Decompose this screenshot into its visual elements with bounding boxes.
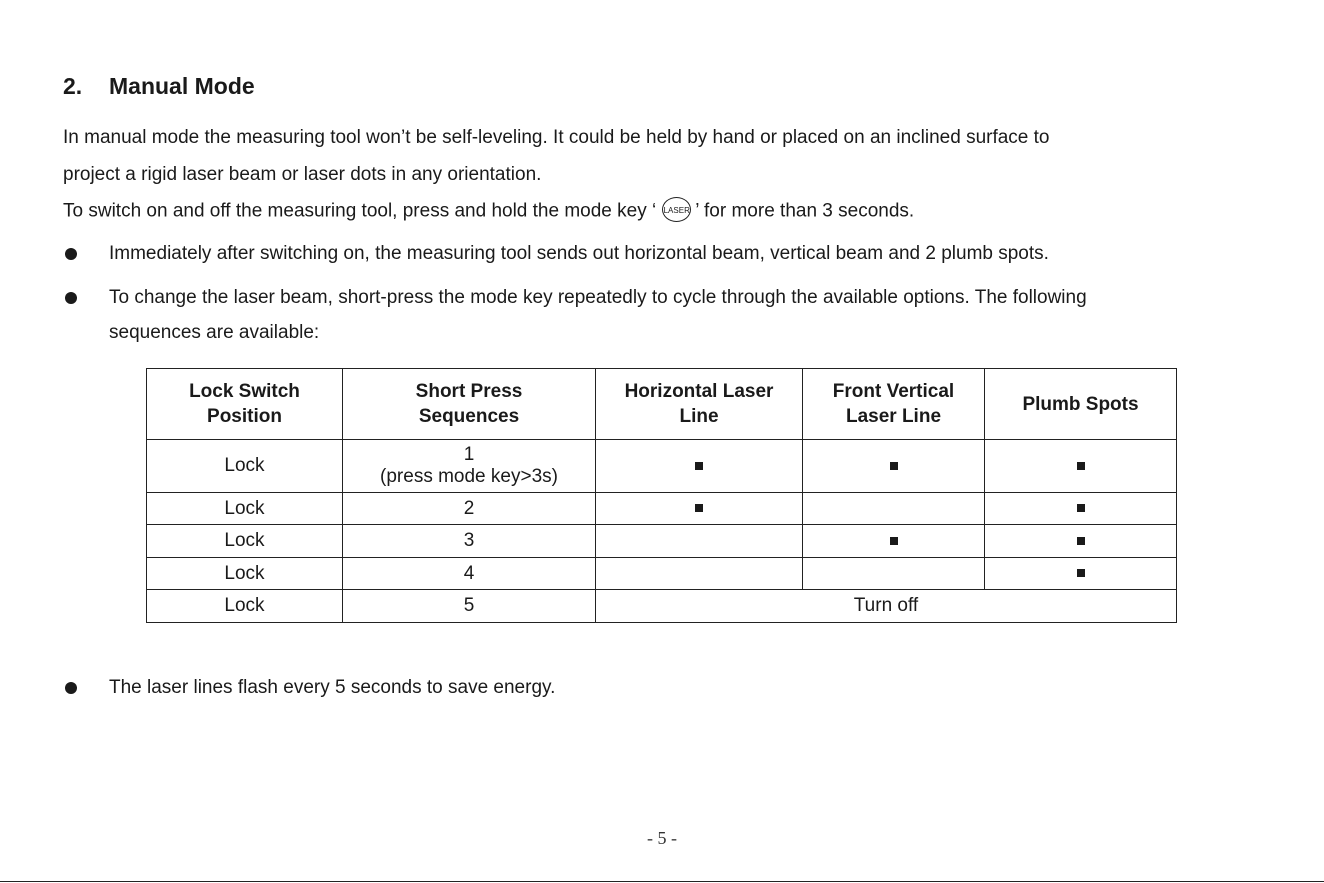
horizontal-cell	[596, 525, 803, 558]
filled-square-icon	[1077, 462, 1085, 470]
sequence-cell: 4	[343, 558, 596, 590]
filled-square-icon	[1077, 504, 1085, 512]
bullet-text: To change the laser beam, short-press the mode key repeatedly to cycle through the available options. The following	[109, 287, 1087, 308]
header-front-vertical-laser-line: Front Vertical Laser Line	[803, 369, 985, 440]
laser-key-icon: LASER	[662, 197, 691, 222]
table-row	[147, 493, 1177, 525]
header-plumb-spots: Plumb Spots	[985, 369, 1177, 440]
mode-sequence-table	[146, 368, 1177, 623]
horizontal-cell	[596, 493, 803, 525]
table-row	[147, 440, 1177, 493]
filled-square-icon	[695, 504, 703, 512]
switch-instruction-prefix: To switch on and off the measuring tool, press and hold the mode key ‘	[63, 200, 657, 222]
lock-cell: Lock	[147, 590, 343, 623]
horizontal-cell	[596, 558, 803, 590]
plumb-cell	[985, 525, 1177, 558]
bullet-text: The laser lines flash every 5 seconds to save energy.	[109, 677, 556, 698]
lock-cell: Lock	[147, 440, 343, 493]
filled-square-icon	[890, 462, 898, 470]
sequence-note: (press mode key>3s)	[380, 466, 558, 487]
vertical-cell	[803, 493, 985, 525]
lock-cell: Lock	[147, 558, 343, 590]
plumb-cell	[985, 558, 1177, 590]
table-header-row	[147, 369, 1177, 440]
plumb-cell	[985, 493, 1177, 525]
sequence-cell: 3	[343, 525, 596, 558]
section-heading	[63, 73, 255, 100]
bullet-icon	[65, 248, 77, 260]
sequence-cell: 2	[343, 493, 596, 525]
sequence-cell: 5	[343, 590, 596, 623]
vertical-cell	[803, 558, 985, 590]
lock-cell: Lock	[147, 525, 343, 558]
bullet-text: Immediately after switching on, the measuring tool sends out horizontal beam, vertical beam and 2 plumb spots.	[109, 243, 1049, 264]
intro-line-1: In manual mode the measuring tool won’t be self-leveling. It could be held by hand or placed on an inclined surface to	[63, 127, 1050, 148]
filled-square-icon	[1077, 569, 1085, 577]
section-number: 2.	[63, 73, 83, 99]
table-row	[147, 525, 1177, 558]
intro-line-2: project a rigid laser beam or laser dots in any orientation.	[63, 164, 542, 185]
filled-square-icon	[890, 537, 898, 545]
switch-instruction-suffix: ’ for more than 3 seconds.	[695, 200, 915, 222]
header-horizontal-laser-line: Horizontal Laser Line	[596, 369, 803, 440]
section-title: Manual Mode	[109, 73, 255, 99]
bullet-icon	[65, 682, 77, 694]
header-short-press-sequences: Short Press Sequences	[343, 369, 596, 440]
vertical-cell	[803, 440, 985, 493]
plumb-cell	[985, 440, 1177, 493]
bullet-text-continued: sequences are available:	[109, 322, 320, 343]
page-bottom-rule	[0, 881, 1324, 882]
table-row	[147, 558, 1177, 590]
vertical-cell	[803, 525, 985, 558]
filled-square-icon	[695, 462, 703, 470]
lock-cell: Lock	[147, 493, 343, 525]
header-lock-switch-position: Lock Switch Position	[147, 369, 343, 440]
bullet-icon	[65, 292, 77, 304]
switch-instruction	[63, 199, 914, 224]
filled-square-icon	[1077, 537, 1085, 545]
page-number: - 5 -	[647, 828, 677, 848]
sequence-cell: 1 (press mode key>3s)	[343, 440, 596, 493]
horizontal-cell	[596, 440, 803, 493]
table-row	[147, 590, 1177, 623]
turn-off-cell: Turn off	[596, 590, 1177, 623]
